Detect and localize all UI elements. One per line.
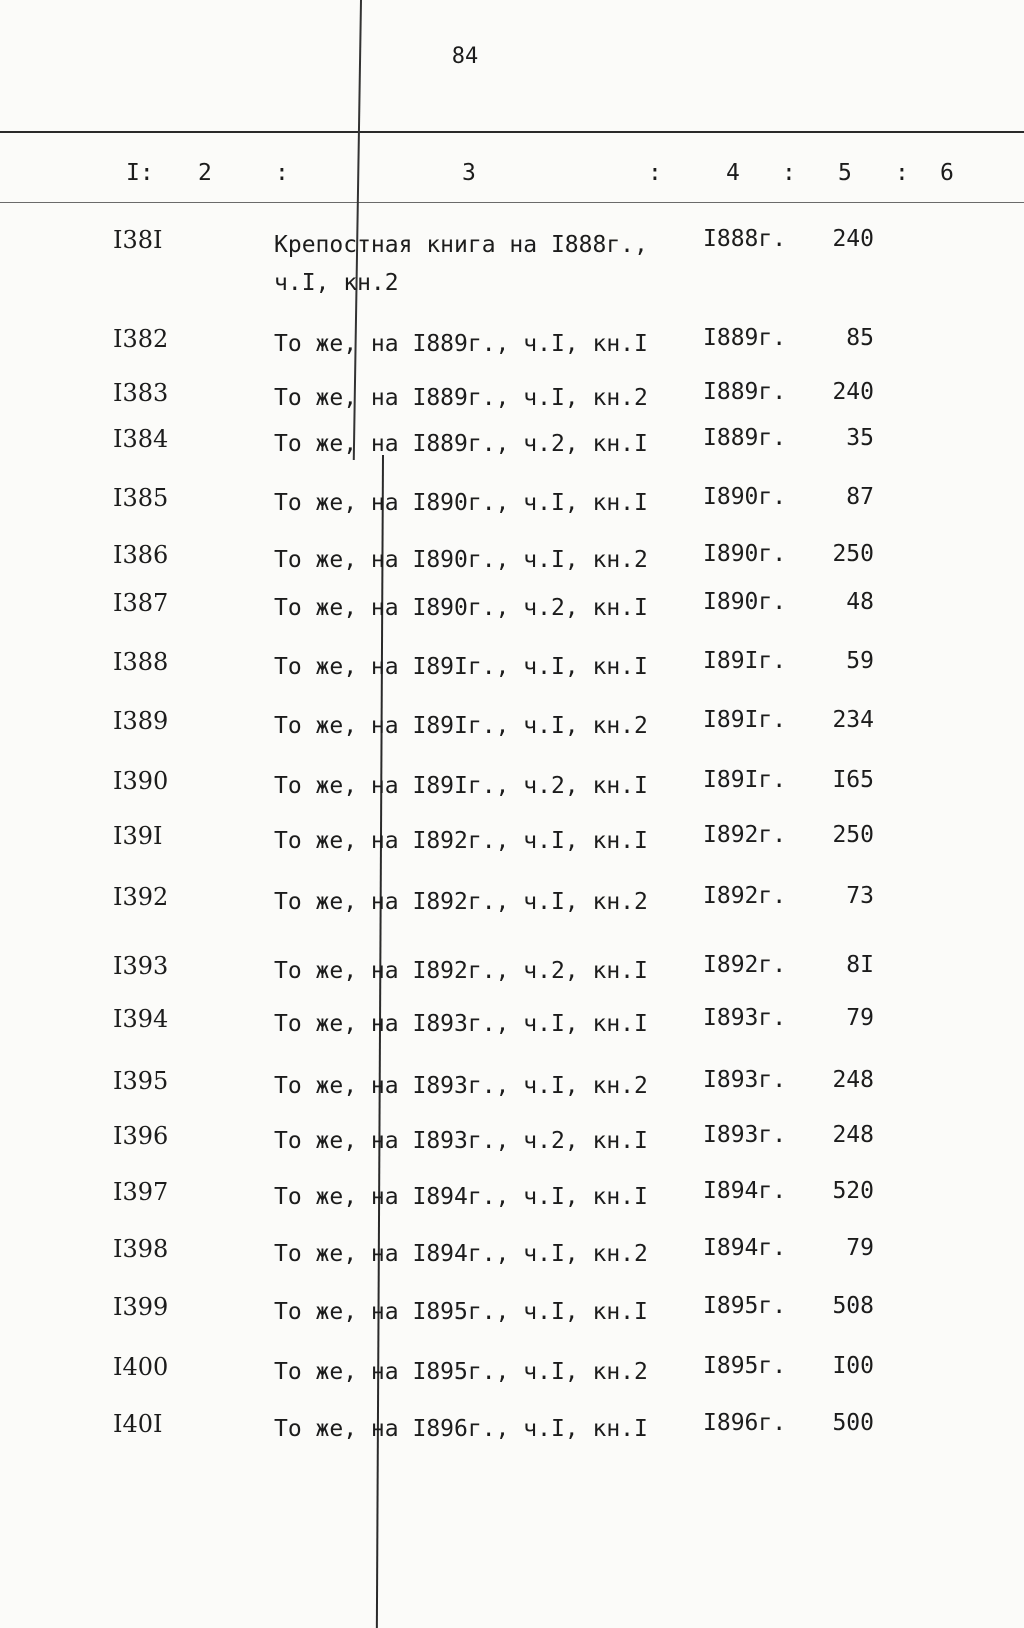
- item-date: I890г.: [703, 541, 787, 567]
- item-number: I389: [113, 707, 169, 735]
- item-number: I392: [113, 883, 169, 911]
- item-date: I889г.: [703, 325, 787, 351]
- item-sheet-count: 248: [832, 1122, 874, 1148]
- item-date: I89Iг.: [703, 707, 787, 733]
- item-description: То же, на I895г., ч.I, кн.I: [274, 1299, 648, 1325]
- item-description: То же, на I894г., ч.I, кн.2: [274, 1241, 648, 1267]
- header-col-5: 5: [838, 160, 852, 186]
- header-col-3: 3: [462, 160, 476, 186]
- header-separator: :: [275, 160, 289, 186]
- item-date: I896г.: [703, 1410, 787, 1436]
- item-number: I40I: [113, 1410, 163, 1438]
- item-date: I889г.: [703, 379, 787, 405]
- item-number: I39I: [113, 822, 163, 850]
- header-separator: :: [648, 160, 662, 186]
- item-sheet-count: 79: [846, 1235, 874, 1261]
- item-sheet-count: 59: [846, 648, 874, 674]
- item-description: То же, на I896г., ч.I, кн.I: [274, 1416, 648, 1442]
- item-date: I895г.: [703, 1353, 787, 1379]
- item-date: I894г.: [703, 1235, 787, 1261]
- item-sheet-count: 234: [832, 707, 874, 733]
- item-description-line-1: Крепостная книга на I888г.,: [274, 232, 648, 258]
- item-date: I893г.: [703, 1005, 787, 1031]
- item-date: I89Iг.: [703, 648, 787, 674]
- header-col-6: 6: [940, 160, 954, 186]
- item-date: I890г.: [703, 484, 787, 510]
- header-separator: :: [895, 160, 909, 186]
- item-sheet-count: 240: [832, 226, 874, 252]
- item-number: I386: [113, 541, 169, 569]
- item-number: I400: [113, 1353, 169, 1381]
- item-sheet-count: 48: [846, 589, 874, 615]
- item-sheet-count: 500: [832, 1410, 874, 1436]
- item-number: I385: [113, 484, 169, 512]
- item-date: I892г.: [703, 952, 787, 978]
- item-description: То же, на I893г., ч.I, кн.2: [274, 1073, 648, 1099]
- item-sheet-count: 79: [846, 1005, 874, 1031]
- item-date: I894г.: [703, 1178, 787, 1204]
- item-sheet-count: 250: [832, 822, 874, 848]
- item-date: I888г.: [703, 226, 787, 252]
- item-number: I393: [113, 952, 169, 980]
- item-sheet-count: 508: [832, 1293, 874, 1319]
- item-description: То же, на I89Iг., ч.I, кн.I: [274, 654, 648, 680]
- item-number: I398: [113, 1235, 169, 1263]
- item-description: То же, на I89Iг., ч.2, кн.I: [274, 773, 648, 799]
- item-sheet-count: 73: [846, 883, 874, 909]
- item-description: То же, на I889г., ч.2, кн.I: [274, 431, 648, 457]
- item-date: I892г.: [703, 883, 787, 909]
- item-description: То же, на I889г., ч.I, кн.I: [274, 331, 648, 357]
- item-number: I399: [113, 1293, 169, 1321]
- item-sheet-count: 520: [832, 1178, 874, 1204]
- item-description-line-2: ч.I, кн.2: [274, 270, 399, 296]
- item-date: I895г.: [703, 1293, 787, 1319]
- item-number: I384: [113, 425, 169, 453]
- table-top-rule: [0, 131, 1024, 133]
- item-sheet-count: 87: [846, 484, 874, 510]
- item-number: I394: [113, 1005, 169, 1033]
- table-header-rule: [0, 202, 1024, 203]
- item-sheet-count: 250: [832, 541, 874, 567]
- item-date: I893г.: [703, 1067, 787, 1093]
- item-sheet-count: 85: [846, 325, 874, 351]
- page-number: 84: [451, 44, 479, 69]
- item-number: I383: [113, 379, 169, 407]
- item-description: [274, 226, 648, 302]
- item-sheet-count: 248: [832, 1067, 874, 1093]
- item-sheet-count: 240: [832, 379, 874, 405]
- item-description: То же, на I889г., ч.I, кн.2: [274, 385, 648, 411]
- item-description: То же, на I890г., ч.2, кн.I: [274, 595, 648, 621]
- header-col-2: 2: [198, 160, 212, 186]
- item-description: То же, на I89Iг., ч.I, кн.2: [274, 713, 648, 739]
- item-description: То же, на I893г., ч.I, кн.I: [274, 1011, 648, 1037]
- item-description: То же, на I894г., ч.I, кн.I: [274, 1184, 648, 1210]
- item-number: I397: [113, 1178, 169, 1206]
- item-date: I893г.: [703, 1122, 787, 1148]
- header-col-1: I:: [126, 160, 154, 186]
- item-description: То же, на I893г., ч.2, кн.I: [274, 1128, 648, 1154]
- item-number: I38I: [113, 226, 163, 254]
- item-description: То же, на I895г., ч.I, кн.2: [274, 1359, 648, 1385]
- item-sheet-count: 8I: [846, 952, 874, 978]
- item-description: То же, на I892г., ч.I, кн.2: [274, 889, 648, 915]
- item-date: I89Iг.: [703, 767, 787, 793]
- item-number: I396: [113, 1122, 169, 1150]
- item-sheet-count: I65: [832, 767, 874, 793]
- item-date: I889г.: [703, 425, 787, 451]
- item-number: I382: [113, 325, 169, 353]
- item-description: То же, на I892г., ч.2, кн.I: [274, 958, 648, 984]
- item-description: То же, на I890г., ч.I, кн.I: [274, 490, 648, 516]
- item-number: I388: [113, 648, 169, 676]
- header-col-4: 4: [726, 160, 740, 186]
- item-description: То же, на I890г., ч.I, кн.2: [274, 547, 648, 573]
- item-description: То же, на I892г., ч.I, кн.I: [274, 828, 648, 854]
- item-sheet-count: I00: [832, 1353, 874, 1379]
- item-date: I890г.: [703, 589, 787, 615]
- item-number: I395: [113, 1067, 169, 1095]
- item-number: I390: [113, 767, 169, 795]
- item-date: I892г.: [703, 822, 787, 848]
- item-sheet-count: 35: [846, 425, 874, 451]
- header-separator: :: [782, 160, 796, 186]
- item-number: I387: [113, 589, 169, 617]
